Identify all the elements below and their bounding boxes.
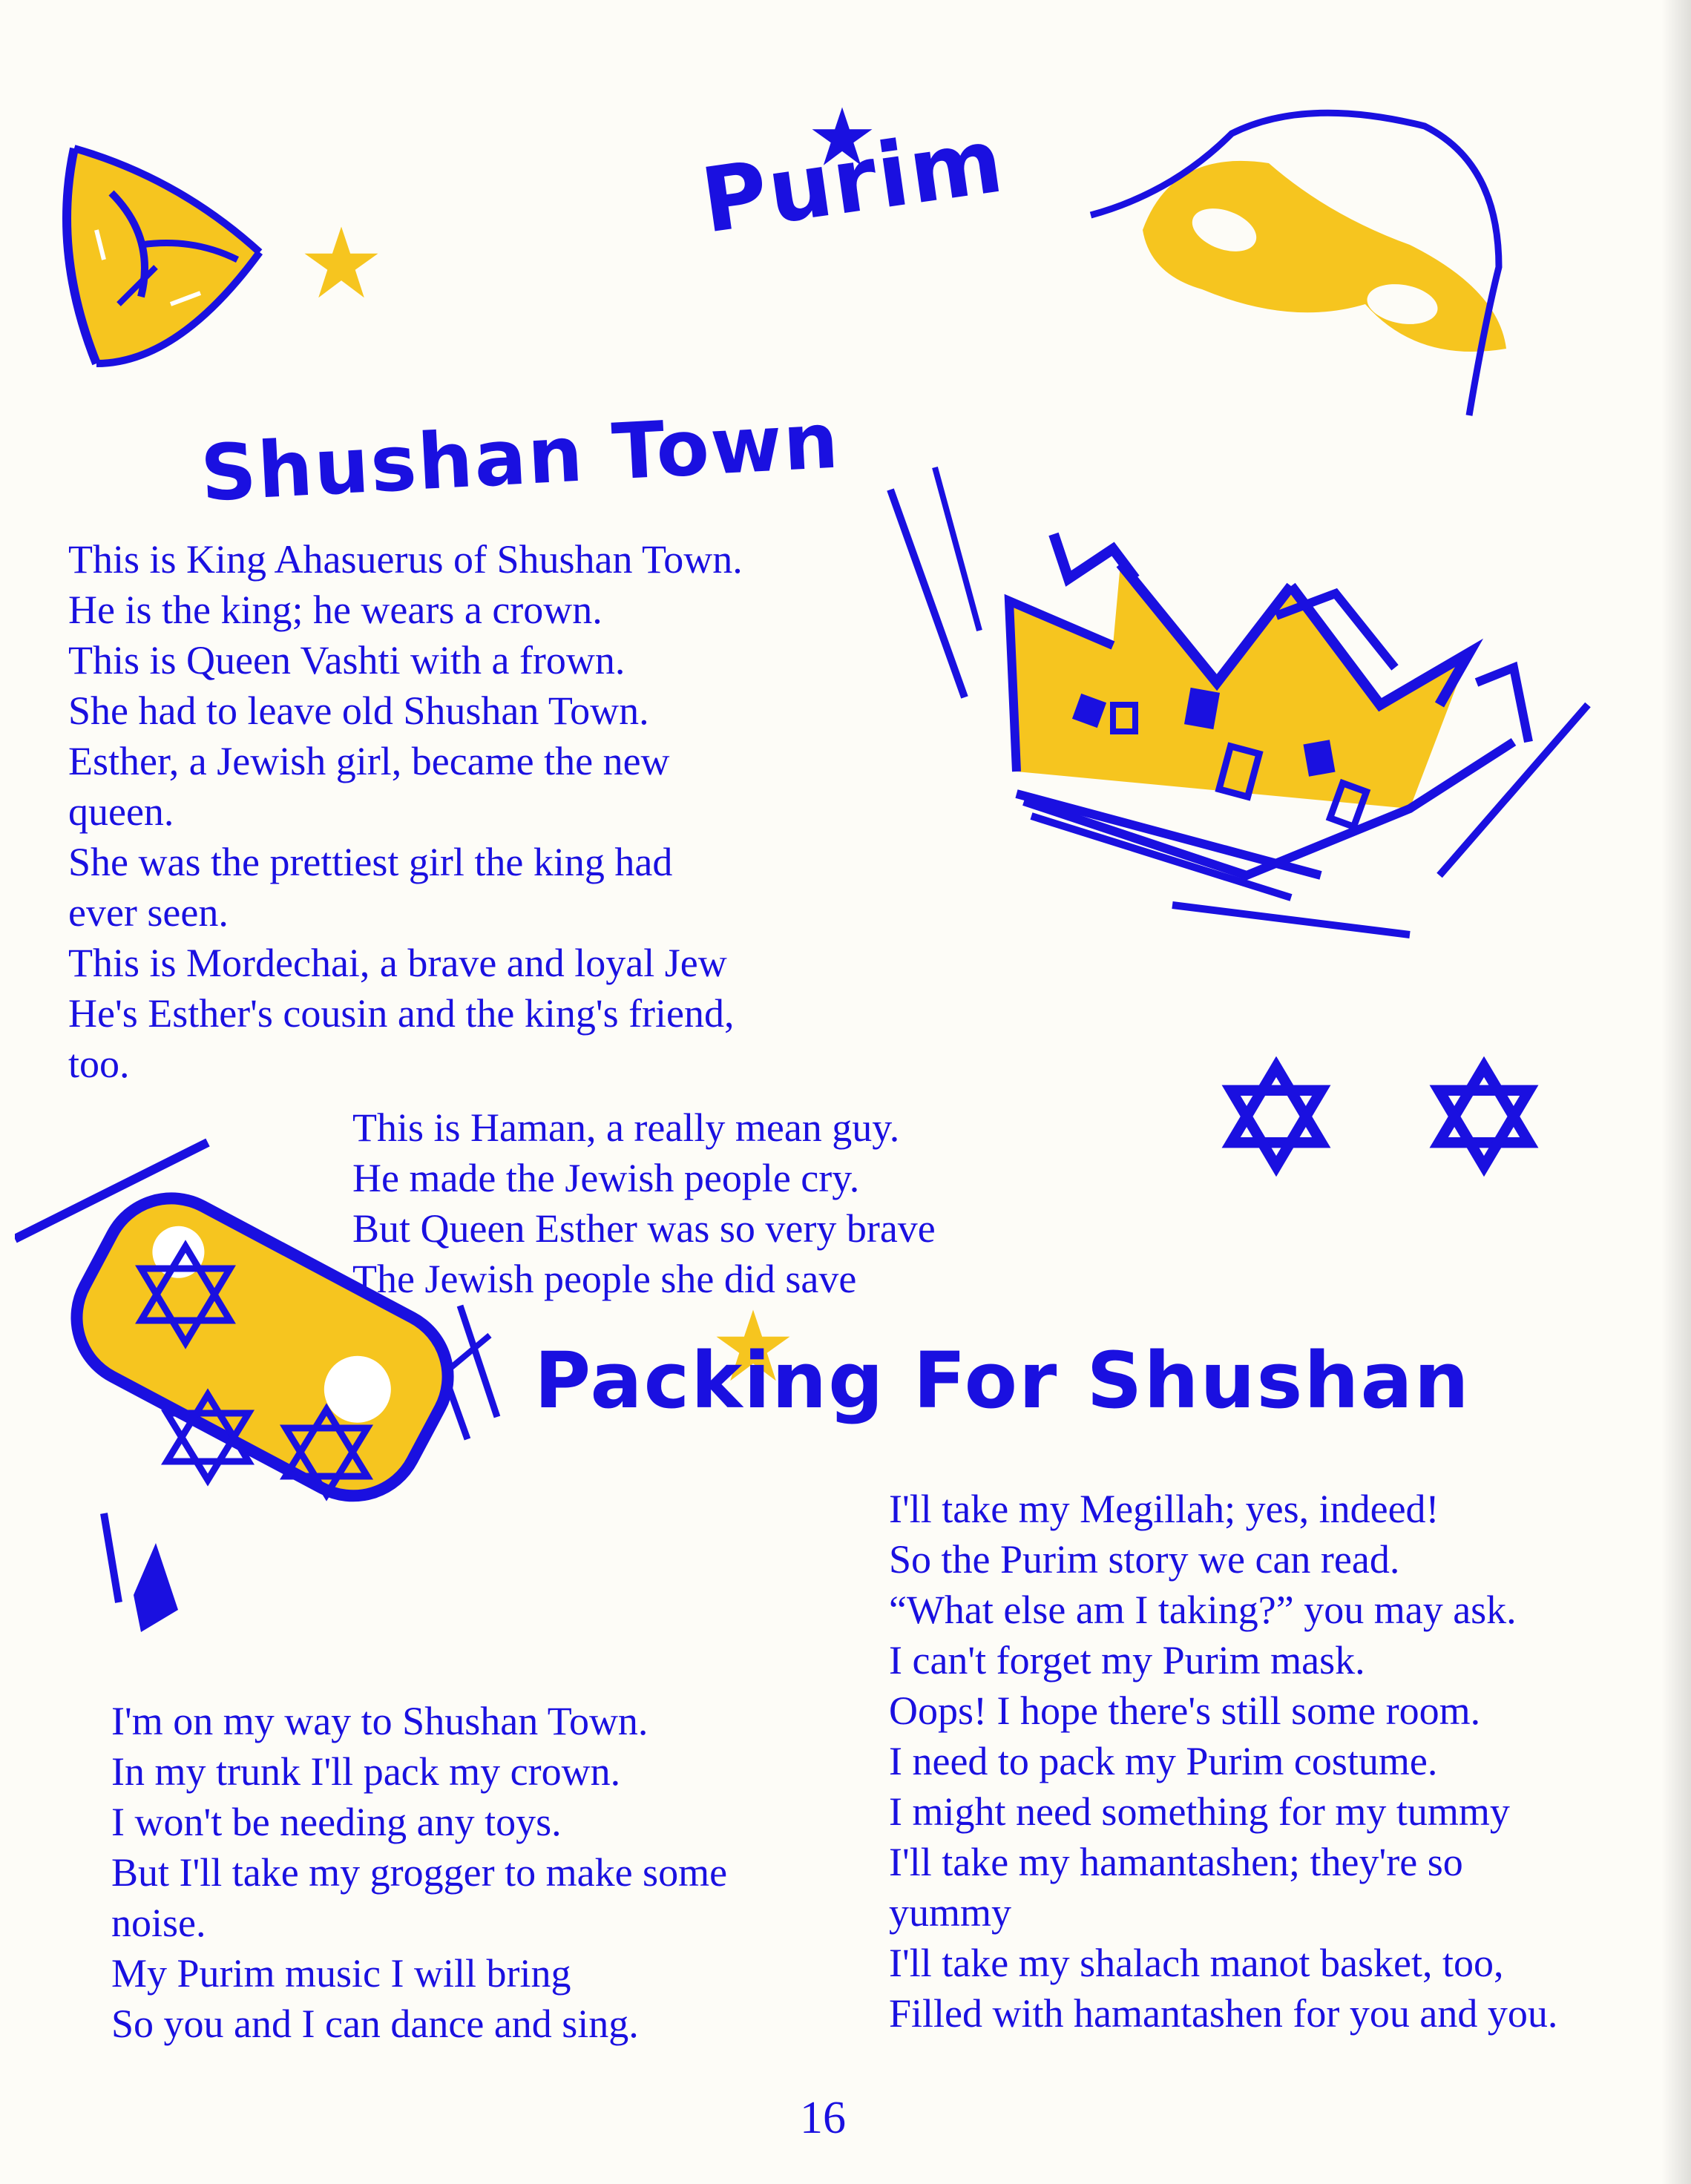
star-icon bbox=[301, 223, 382, 304]
poem-line: I won't be needing any toys. bbox=[111, 1800, 562, 1844]
poem-line: This is Haman, a really mean guy. bbox=[352, 1105, 900, 1150]
poem1-stanza bbox=[68, 534, 743, 1089]
poem-line: My Purim music I will bring bbox=[111, 1951, 571, 1996]
poem-line: So the Purim story we can read. bbox=[889, 1537, 1400, 1582]
poem-line: “What else am I taking?” you may ask. bbox=[889, 1588, 1517, 1632]
poem-line: This is Queen Vashti with a frown. bbox=[68, 638, 625, 682]
poem-line: too. bbox=[68, 1042, 130, 1086]
poem-line: This is Mordechai, a brave and loyal Jew bbox=[68, 941, 727, 985]
poem-line: Filled with hamantashen for you and you. bbox=[889, 1991, 1558, 2036]
poem-line: This is King Ahasuerus of Shushan Town. bbox=[68, 537, 743, 582]
poem-line: noise. bbox=[111, 1901, 206, 1945]
hamantash-icon bbox=[30, 119, 282, 393]
poem1-title: Shushan Town bbox=[198, 395, 842, 519]
poem2-right-stanza bbox=[889, 1484, 1557, 2039]
poem-line: He made the Jewish people cry. bbox=[352, 1156, 860, 1200]
page-number: 16 bbox=[800, 2093, 846, 2143]
star-of-david-icon bbox=[1425, 1053, 1543, 1180]
mask-icon bbox=[1083, 104, 1529, 430]
poem-line: I'm on my way to Shushan Town. bbox=[111, 1699, 649, 1743]
poem1-stanza-indented bbox=[352, 1102, 936, 1304]
poem-line: yummy bbox=[889, 1890, 1012, 1935]
poem-line: She had to leave old Shushan Town. bbox=[68, 688, 649, 733]
poem-line: The Jewish people she did save bbox=[352, 1257, 857, 1301]
poem-line: ever seen. bbox=[68, 890, 229, 935]
poem-line: I need to pack my Purim costume. bbox=[889, 1739, 1438, 1783]
poem-line: I'll take my Megillah; yes, indeed! bbox=[889, 1487, 1439, 1531]
poem-line: I'll take my shalach manot basket, too, bbox=[889, 1941, 1504, 1985]
poem-line: She was the prettiest girl the king had bbox=[68, 840, 673, 884]
poem-line: So you and I can dance and sing. bbox=[111, 2002, 639, 2046]
poem-line: I can't forget my Purim mask. bbox=[889, 1638, 1365, 1683]
poem-line: Esther, a Jewish girl, became the new bbox=[68, 739, 670, 783]
star-of-david-icon bbox=[1217, 1053, 1336, 1180]
poem-line: He's Esther's cousin and the king's friend, bbox=[68, 991, 735, 1036]
poem-line: I'll take my hamantashen; they're so bbox=[889, 1840, 1463, 1884]
poem2-left-stanza bbox=[111, 1696, 727, 2049]
poem-line: queen. bbox=[68, 789, 174, 834]
poem-line: I might need something for my tummy bbox=[889, 1789, 1510, 1834]
page-title: Purim bbox=[695, 109, 1011, 254]
poem-line: In my trunk I'll pack my crown. bbox=[111, 1749, 621, 1794]
poem-line: But I'll take my grogger to make some bbox=[111, 1850, 728, 1895]
poem-line: Oops! I hope there's still some room. bbox=[889, 1688, 1481, 1733]
poem2-title: Packing For Shushan bbox=[534, 1335, 1471, 1426]
crown-icon bbox=[876, 460, 1618, 964]
poem-line: But Queen Esther was so very brave bbox=[352, 1206, 936, 1251]
poem-line: He is the king; he wears a crown. bbox=[68, 588, 602, 632]
page-edge-shadow bbox=[1661, 0, 1691, 2184]
